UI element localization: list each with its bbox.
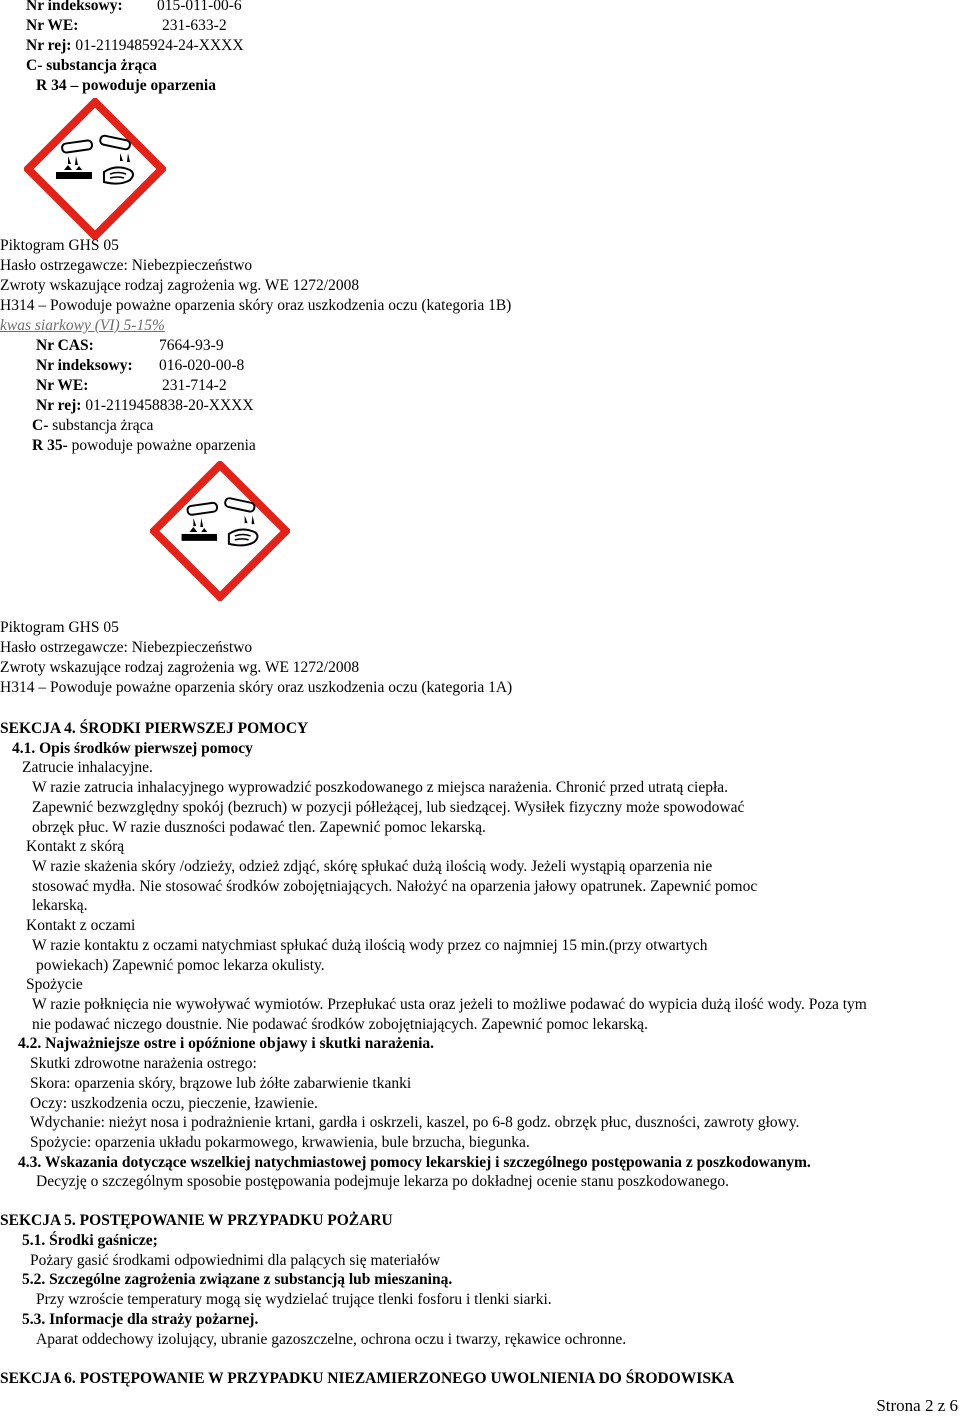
sub2-nr-we-label: Nr WE: [36,377,89,394]
s52-l1: Przy wzroście temperatury mogą się wydzielać trujące tlenki fosforu i tlenki siarki. [36,1291,552,1308]
sub2-haslo: Hasło ostrzegawcze: Niebezpieczeństwo [0,639,253,656]
inh-head: Zatrucie inhalacyjne. [22,759,153,776]
skin-head: Kontakt z skórą [26,838,125,855]
s42-title: 4.2. Najważniejsze ostre i opóźnione objawy i skutki narażenia. [18,1035,435,1052]
sub2-nr-rej-value: 01-2119458838-20-XXXX [85,397,254,414]
sub1-c-text: substancja żrąca [46,57,157,74]
s42-l2: Skora: oparzenia skóry, brązowe lub żółte zabarwienie tkanki [30,1075,412,1092]
sub1-nr-indeksowy [26,0,123,16]
sub1-nr-indeksowy-label: Nr indeksowy: [26,0,123,14]
eye-l1: W razie kontaktu z oczami natychmiast spłukać dużą ilością wody przez co najmniej 15 min.(przy otwartych [32,937,708,954]
section6-title: SEKCJA 6. POSTĘPOWANIE W PRZYPADKU NIEZAMIERZONEGO UWOLNIENIA DO ŚRODOWISKA [0,1370,735,1387]
s42-l5: Spożycie: oparzenia układu pokarmowego, krwawienia, bule brzucha, biegunka. [30,1134,530,1151]
page-number: Strona 2 z 6 [876,1396,958,1415]
inh-l1: W razie zatrucia inhalacyjnego wyprowadzić poszkodowanego z miejsca narażenia. Chronić przed utratą ciepła. [32,779,729,796]
ing-head: Spożycie [26,976,83,993]
s42-l3: Oczy: uszkodzenia oczu, pieczenie, łzawienie. [30,1095,318,1112]
sub2-h314: H314 – Powoduje poważne oparzenia skóry oraz uszkodzenia oczu (kategoria 1A) [0,679,513,696]
ghs05-corrosion-icon [24,98,166,240]
s51-l1: Pożary gasić środkami odpowiednimi dla palących się materiałów [30,1252,441,1269]
s51-title: 5.1. Środki gaśnicze; [22,1232,158,1249]
sub2-nr-indeksowy-label: Nr indeksowy: [36,357,133,374]
sub1-c-line [26,56,157,76]
sub1-nr-rej-label: Nr rej: [26,37,72,54]
sub2-c-label: C- [32,417,49,434]
sub1-nr-indeksowy-value: 015-011-00-6 [157,0,242,14]
s53-title: 5.3. Informacje dla straży pożarnej. [22,1311,259,1328]
sub2-nr-indeksowy-value: 016-020-00-8 [159,357,245,374]
sub2-name: kwas siarkowy (VI) 5-15% [0,317,165,334]
inh-l2: Zapewnić bezwzględny spokój (bezruch) w pozycji półleżącej, lub siedzącej. Wysiłek fizyczny może spowodować [32,799,745,816]
sub2-nr-cas-value: 7664-93-9 [159,337,224,354]
ing-l2: nie podawać niczego doustnie. Nie podawać środków zobojętniających. Zapewnić pomoc lekarską. [32,1016,648,1033]
sub2-piktogram: Piktogram GHS 05 [0,619,119,636]
eye-l2: powiekach) Zapewnić pomoc lekarza okulisty. [36,957,325,974]
sub1-nr-we [26,16,78,36]
sub2-r-label: R 35- [32,437,68,454]
inh-l3: obrzęk płuc. W razie duszności podawać tlen. Zapewnić pomoc lekarską. [32,819,486,836]
sub1-haslo: Hasło ostrzegawcze: Niebezpieczeństwo [0,257,253,274]
sub2-nr-we [36,376,88,396]
eye-head: Kontakt z oczami [26,917,136,934]
s41-title: 4.1. Opis środków pierwszej pomocy [12,740,253,757]
sub1-nr-rej [26,36,244,56]
sub1-nr-rej-value: 01-2119485924-24-XXXX [75,37,244,54]
sub1-nr-we-label: Nr WE: [26,17,79,34]
sub1-c-label: C- [26,57,43,74]
sub1-r-label: R 34 [36,77,67,94]
sub2-r-line [32,436,256,456]
sub1-zwroty: Zwroty wskazujące rodzaj zagrożenia wg. WE 1272/2008 [0,277,360,294]
ghs05-corrosion-icon [150,461,290,601]
sub2-c-line [32,416,153,436]
sub2-zwroty: Zwroty wskazujące rodzaj zagrożenia wg. WE 1272/2008 [0,659,360,676]
sub2-nr-indeksowy [36,356,133,376]
sub1-r-text: – powoduje oparzenia [70,77,216,94]
skin-l3: lekarską. [32,897,88,914]
sub2-nr-cas [36,336,94,356]
skin-l1: W razie skażenia skóry /odzieży, odzież zdjąć, skórę spłukać dużą ilością wody. Jeżeli wystąpią oparzenia nie [32,858,713,875]
sub1-h314: H314 – Powoduje poważne oparzenia skóry oraz uszkodzenia oczu (kategoria 1B) [0,297,512,314]
sub1-nr-we-value: 231-633-2 [162,17,227,34]
section5-title: SEKCJA 5. POSTĘPOWANIE W PRZYPADKU POŻARU [0,1212,393,1229]
sub2-nr-rej [36,396,254,416]
skin-l2: stosować mydła. Nie stosować środków zobojętniających. Nałożyć na oparzenia jałowy opatrunek. Zapewnić pomoc [32,878,758,895]
sub2-c-text: substancja żrąca [52,417,154,434]
section4-title: SEKCJA 4. ŚRODKI PIERWSZEJ POMOCY [0,720,309,737]
s42-l1: Skutki zdrowotne narażenia ostrego: [30,1055,257,1072]
sub1-piktogram: Piktogram GHS 05 [0,237,119,254]
ing-l1: W razie połknięcia nie wywoływać wymiotów. Przepłukać usta oraz jeżeli to możliwe podawać do wypicia dużą ilość wody. Poza tym [32,996,867,1013]
s52-title: 5.2. Szczególne zagrożenia związane z substancją lub mieszaniną. [22,1271,453,1288]
sub2-nr-rej-label: Nr rej: [36,397,82,414]
sub2-nr-cas-label: Nr CAS: [36,337,94,354]
sub2-r-text: powoduje poważne oparzenia [71,437,256,454]
sub2-nr-we-value: 231-714-2 [162,377,227,394]
s42-l4: Wdychanie: nieżyt nosa i podrażnienie krtani, gardła i oskrzeli, kaszel, po 6-8 godz. obrzęk płuc, duszności, zawroty głowy. [30,1114,800,1131]
sub1-r-line [36,76,216,96]
s53-l1: Aparat oddechowy izolujący, ubranie gazoszczelne, ochrona oczu i twarzy, rękawice ochronne. [36,1331,627,1348]
s43-l1: Decyzję o szczególnym sposobie postępowania podejmuje lekarza po dokładnej ocenie stanu poszkodowanego. [36,1173,729,1190]
s43-title: 4.3. Wskazania dotyczące wszelkiej natychmiastowej pomocy lekarskiej i szczególnego postępowania z poszkodowanym. [18,1154,811,1171]
